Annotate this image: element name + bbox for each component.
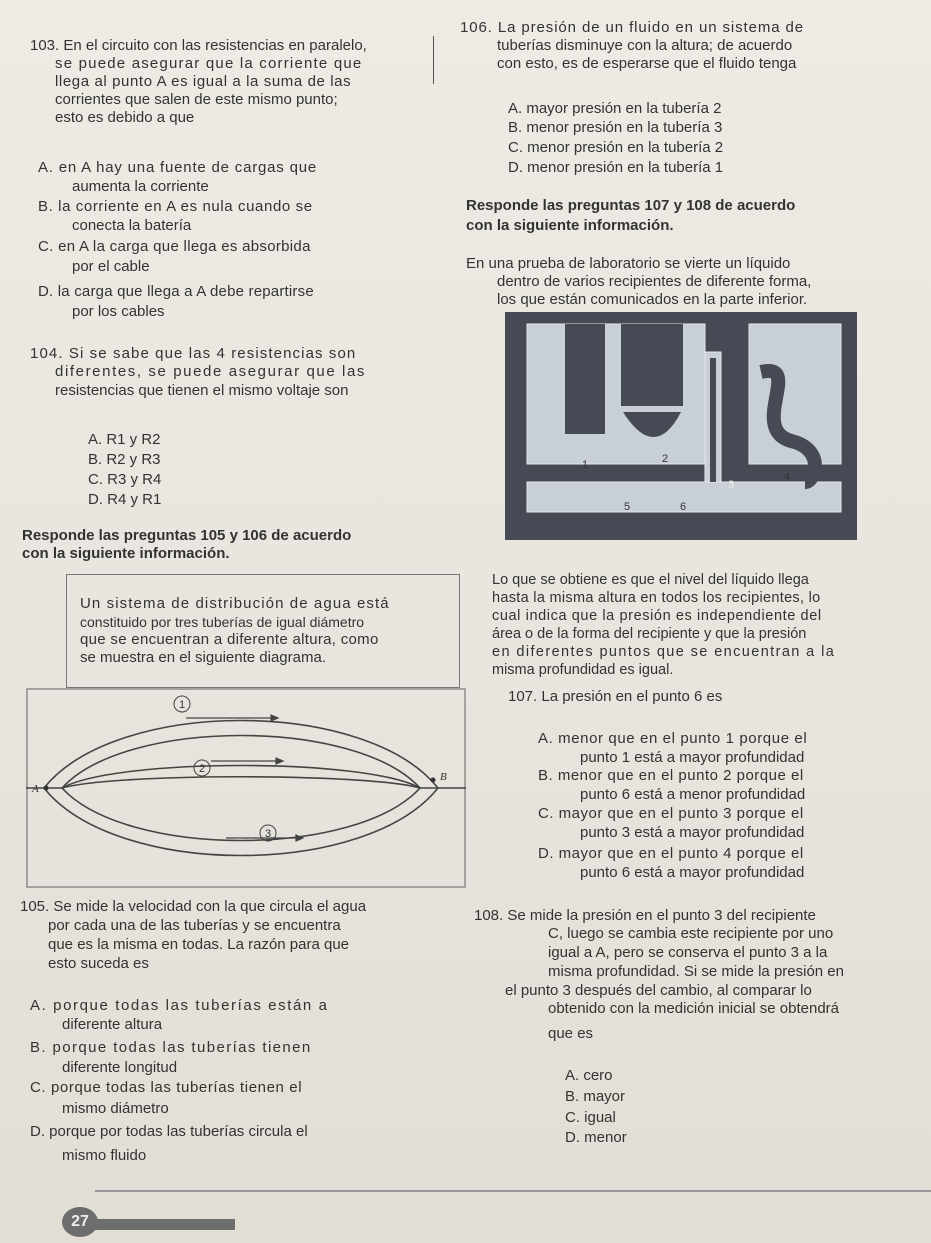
q106-line: con esto, es de esperarse que el fluido tenga [497,55,797,72]
q104-option[interactable]: B. R2 y R3 [88,451,161,468]
info-107-line: En una prueba de laboratorio se vierte un líquido [466,255,791,272]
info-107-line: dentro de varios recipientes de diferente forma, [497,273,812,290]
section-header: Responde las preguntas 105 y 106 de acuerdo [22,527,352,544]
info-107-after: misma profundidad es igual. [492,662,674,678]
info-107-line: los que están comunicados en la parte inferior. [497,291,808,308]
q105-option-cont: diferente altura [62,1016,163,1033]
q105-line: esto suceda es [48,955,149,972]
info-107-after: hasta la misma altura en todos los recipientes, lo [492,590,821,606]
q103-option-cont: por los cables [72,303,165,320]
q103-line: se puede asegurar que la corriente que [55,55,363,72]
q103-option-cont: conecta la batería [72,217,192,234]
q107-option-cont: punto 1 está a mayor profundidad [580,749,805,766]
q103-option-cont: por el cable [72,258,150,275]
section-header: con la siguiente información. [466,217,674,234]
pipe-label: 1 [178,699,186,711]
q106-line: tuberías disminuye con la altura; de acuerdo [497,37,793,54]
q106-option[interactable]: A. mayor presión en la tubería 2 [508,100,722,117]
column-divider [433,36,434,84]
q103-line: 103. En el circuito con las resistencias en paralelo, [30,37,367,54]
q105-line: que es la misma en todas. La razón para que [48,936,350,953]
info-105-line: constituido por tres tuberías de igual diámetro [80,614,365,630]
vessel-label: 3 [727,479,735,491]
q103-line: esto es debido a que [55,109,195,126]
vessel-label: 4 [783,471,791,483]
point-b-label: B [440,771,447,783]
q107-option[interactable]: D. mayor que en el punto 4 porque el [538,845,804,862]
q103-option[interactable]: B. la corriente en A es nula cuando se [38,198,313,215]
q108-line: 108. Se mide la presión en el punto 3 del recipiente [474,907,816,924]
point-a-label: A [32,783,39,795]
q106-option[interactable]: D. menor presión en la tubería 1 [508,159,724,176]
info-107-after: área o de la forma del recipiente y que la presión [492,626,807,642]
vessels-diagram [505,312,857,540]
q104-option[interactable]: D. R4 y R1 [88,491,162,508]
vessel-label: 1 [581,459,589,471]
q104-option[interactable]: A. R1 y R2 [88,431,161,448]
q108-option[interactable]: C. igual [565,1109,616,1126]
q105-line: por cada una de las tuberías y se encuentra [48,917,341,934]
q108-option[interactable]: A. cero [565,1067,613,1084]
q106-option[interactable]: C. menor presión en la tubería 2 [508,139,724,156]
footer-rule [95,1190,931,1192]
q108-line: C, luego se cambia este recipiente por uno [548,925,834,942]
q106-option[interactable]: B. menor presión en la tubería 3 [508,119,723,136]
q103-line: corrientes que salen de este mismo punto; [55,91,338,108]
q107-stem: 107. La presión en el punto 6 es [508,688,723,705]
info-105-line: se muestra en el siguiente diagrama. [80,649,326,666]
vessel-label: 5 [623,501,631,513]
q108-line: misma profundidad. Si se mide la presión en [548,963,844,980]
info-105-line: Un sistema de distribución de agua está [80,595,390,612]
q105-option[interactable]: C. porque todas las tuberías tienen el [30,1079,303,1096]
vessel-label: 2 [661,453,669,465]
footer-bar [95,1219,235,1230]
q104-option[interactable]: C. R3 y R4 [88,471,162,488]
q108-line: obtenido con la medición inicial se obtendrá [548,1000,840,1017]
q105-option-cont: mismo diámetro [62,1100,169,1117]
pipe-2-bottom [62,777,420,788]
q103-option[interactable]: A. en A hay una fuente de cargas que [38,159,317,176]
q108-line: que es [548,1025,594,1042]
pipe-3-inner [62,788,420,841]
q105-option[interactable]: D. porque por todas las tuberías circula el [30,1123,308,1140]
info-107-after: cual indica que la presión es independiente del [492,608,822,624]
section-header: con la siguiente información. [22,545,230,562]
pipe-label: 3 [264,828,272,840]
q107-option-cont: punto 6 está a menor profundidad [580,786,806,803]
q105-option-cont: mismo fluido [62,1147,147,1164]
info-105-line: que se encuentran a diferente altura, como [80,631,379,648]
pipes-diagram [26,688,466,888]
q108-option[interactable]: B. mayor [565,1088,626,1105]
q103-option[interactable]: C. en A la carga que llega es absorbida [38,238,311,255]
info-107-after: en diferentes puntos que se encuentran a la [492,644,836,660]
vessel-label: 6 [679,501,687,513]
q107-option[interactable]: A. menor que en el punto 1 porque el [538,730,808,747]
q106-line: 106. La presión de un fluido en un sistema de [460,19,805,36]
pipe-1-outer [44,721,438,789]
q104-line: 104. Si se sabe que las 4 resistencias son [30,345,357,362]
pipe-3-outer [44,788,438,856]
q107-option[interactable]: B. menor que en el punto 2 porque el [538,767,804,784]
q108-option[interactable]: D. menor [565,1129,627,1146]
q103-option-cont: aumenta la corriente [72,178,209,195]
q105-option-cont: diferente longitud [62,1059,178,1076]
q108-line: igual a A, pero se conserva el punto 3 a la [548,944,828,961]
q107-option-cont: punto 3 está a mayor profundidad [580,824,805,841]
pipe-label: 2 [198,763,206,775]
q103-line: llega al punto A es igual a la suma de las [55,73,352,90]
q108-line: el punto 3 después del cambio, al comparar lo [505,982,812,999]
q107-option-cont: punto 6 está a mayor profundidad [580,864,805,881]
section-header: Responde las preguntas 107 y 108 de acuerdo [466,197,796,214]
q104-line: diferentes, se puede asegurar que las [55,363,367,380]
page-number: 27 [62,1207,98,1237]
q103-option[interactable]: D. la carga que llega a A debe repartirse [38,283,314,300]
q105-option[interactable]: B. porque todas las tuberías tienen [30,1039,312,1056]
q107-option[interactable]: C. mayor que en el punto 3 porque el [538,805,804,822]
info-107-after: Lo que se obtiene es que el nivel del líquido llega [492,572,809,588]
q104-line: resistencias que tienen el mismo voltaje son [55,382,349,399]
q105-line: 105. Se mide la velocidad con la que circula el agua [20,898,367,915]
q105-option[interactable]: A. porque todas las tuberías están a [30,997,329,1014]
